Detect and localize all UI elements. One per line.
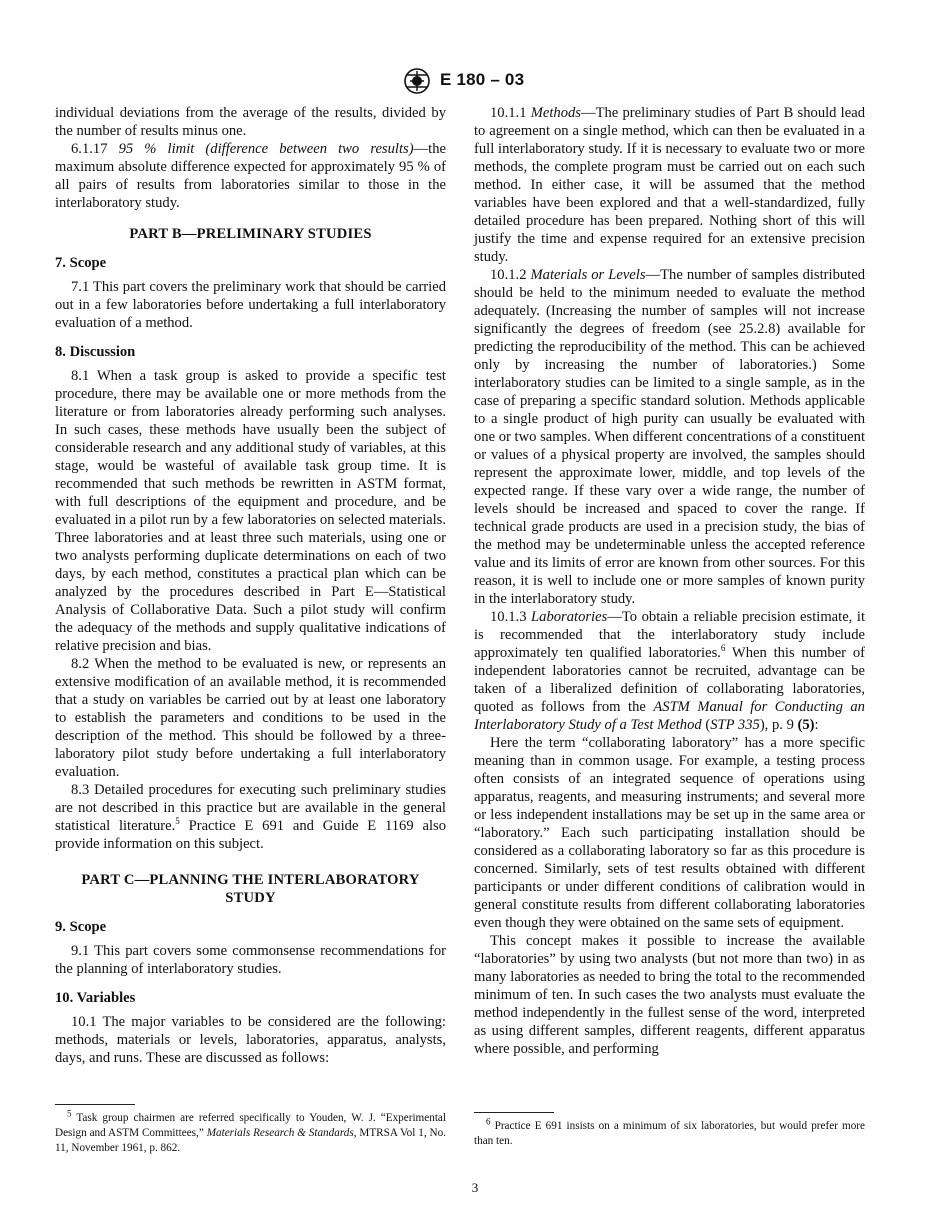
- paragraph-8-2: 8.2 When the method to be evaluated is new, or represents an extensive modification of an available method, it is recommended that a study on variables be carried out by at least one laboratory to establish the parameters and conditions to be used in the description of the method. This should be followed by a three-laboratory pilot study before undertaking a full interlaboratory evaluation.: [55, 656, 446, 780]
- footnote-6: $^6$ Practice E 691 insists on a minimum of six laboratories, but would prefer more than ten.: [474, 1104, 865, 1149]
- page-header: [0, 68, 950, 96]
- paragraph-concept: This concept makes it possible to increase the available “laboratories” by using two analysts (but not more than two) in as many laboratories as needed to bring the total to the recommended minimum of ten. In such cases the two analysts must evaluate the method independently in the fullest sense of the word, interpreted as using different samples, different reagents, different apparatus where possible, and performing: [474, 933, 865, 1057]
- part-c-heading: PART C—PLANNING THE INTERLABORATORY STUDY: [81, 872, 420, 906]
- paragraph-10-1: 10.1 The major variables to be considered are the following: methods, materials or levels, laboratories, apparatus, analysts, days, and runs. These are discussed as follows:: [55, 1014, 446, 1066]
- footnote-ref-5: 5: [175, 816, 180, 827]
- paragraph-8-1: 8.1 When a task group is asked to provide a specific test procedure, there may be available one or more methods from the literature or from laboratories already performing such analyses. In such cases, these methods have usually been the subject of considerable research and any additional study of variables, at this stage, would be wasteful of available task group time. It is recommended that such methods be rewritten in ASTM format, with full descriptions of the equipment and procedure, and be evaluated in a pilot run by a few laboratories on selected materials. Three laboratories and at least three such materials, using one or two analysts performing duplicate determinations on each of two days, by each method, constitutes a practical plan which can be analyzed by the procedures described in Part E—Statistical Analysis of Collaborative Data. Such a pilot study will confirm the adequacy of the methods and supply qualitative indications of relative precision and bias.: [55, 368, 446, 654]
- right-column: [474, 104, 865, 1058]
- astm-logo-icon: [402, 68, 432, 94]
- paragraph-8-3: 8.3 Detailed procedures for executing such preliminary studies are not described in this practice but are available in the general statistical literature.$^5$ Practice E 691 and Guide E 1169 also provide information on this subject.: [55, 782, 446, 852]
- paragraph-10-1-2: 10.1.2 Materials or Levels—The number of samples distributed should be held to the minimum needed to evaluate the method adequately. (Increasing the number of samples will not increase significantly the degrees of freedom (see 25.2.8) available for predicting the reproducibility of the method. This can be achieved only by increasing the number of laboratories.) Some interlaboratory studies can be limited to a single sample, as in the case of preparing a specific standard solution. Methods applicable to a single product of high purity can usually be evaluated with one or two samples. When different concentrations of a constituent or values of a physical property are involved, the samples should represent the approximate lower, middle, and top levels of the expected range. If these vary over a wide range, the number of levels should be increased and spaced to cover the range. If technical grade products are used in a precision study, the bias of the method may be undeterminable unless the accepted reference value and its limits of error are known from other sources. For this reason, it is well to include one or more samples of known purity in the interlaboratory study.: [474, 267, 866, 607]
- footnote-divider: [474, 1112, 554, 1113]
- section-7-heading: 7. Scope: [55, 255, 107, 271]
- paragraph-7-1: 7.1 This part covers the preliminary work that should be carried out in a few laboratories before undertaking a full interlaboratory evaluation of a method.: [55, 279, 446, 331]
- paragraph-continued: individual deviations from the average of the results, divided by the number of results minus one.: [55, 105, 446, 139]
- left-column: [55, 104, 446, 1067]
- paragraph-10-1-3: 10.1.3 Laboratories—To obtain a reliable precision estimate, it is recommended that the interlaboratory study include approximately ten qualified laboratories.$^6$ When this number of independent laboratories cannot be recruited, advantage can be taken of a liberalized definition of collaborating laboratories, quoted as follows from the ASTM Manual for Conducting an Interlaboratory Study of a Test Method (STP 335), p. 9 (5):: [474, 609, 865, 733]
- footnote-divider: [55, 1104, 135, 1105]
- paragraph-6-1-17: 6.1.17 95 % limit (difference between two results)—the maximum absolute difference expected for approximately 95 % of all pairs of results from laboratories similar to those in the interlaboratory study.: [55, 141, 446, 211]
- part-b-heading: PART B—PRELIMINARY STUDIES: [129, 226, 372, 242]
- footnote-ref-6: 6: [720, 643, 726, 654]
- paragraph-10-1-1: 10.1.1 Methods—The preliminary studies of Part B should lead to agreement on a single method, which can then be evaluated in a full interlaboratory study. If it is necessary to evaluate two or more methods, the complete program must be carried out on each such method. In either case, it will be assumed that the method variables have been explored and that a well-standardized, fully detailed procedure has been prepared. Nothing short of this will justify the time and expense required for an extensive precision study.: [474, 105, 865, 265]
- paragraph-9-1: 9.1 This part covers some commonsense recommendations for the planning of interlaboratory studies.: [55, 943, 446, 977]
- section-10-heading: 10. Variables: [55, 990, 136, 1006]
- quoted-paragraph: Here the term “collaborating laboratory” has a more specific meaning than in common usage. For example, a testing process often consists of an integrated sequence of operations using apparatus, reagents, and measuring instruments; and several more or less independent installations may be set up in the same area or “laboratory.” Each such participating installation should be considered as a collaborating laboratory so far as this procedure is concerned. Similarly, sets of test results obtained with different participants or under different conditions of calibration would in general constitute results from different collaborating laboratories even though they were obtained on the same sets of equipment.: [474, 735, 865, 931]
- footnote-5: $^5$ Task group chairmen are referred specifically to Youden, W. J. “Experimental Design and ASTM Committees,” Materials Research & Standards, MTRSA Vol 1, No. 11, November 1961, p. 862.: [55, 1104, 446, 1156]
- document-id: E 180 – 03: [440, 70, 525, 89]
- page-number: 3: [471, 1180, 479, 1195]
- section-8-heading: 8. Discussion: [55, 344, 136, 360]
- section-9-heading: 9. Scope: [55, 919, 107, 935]
